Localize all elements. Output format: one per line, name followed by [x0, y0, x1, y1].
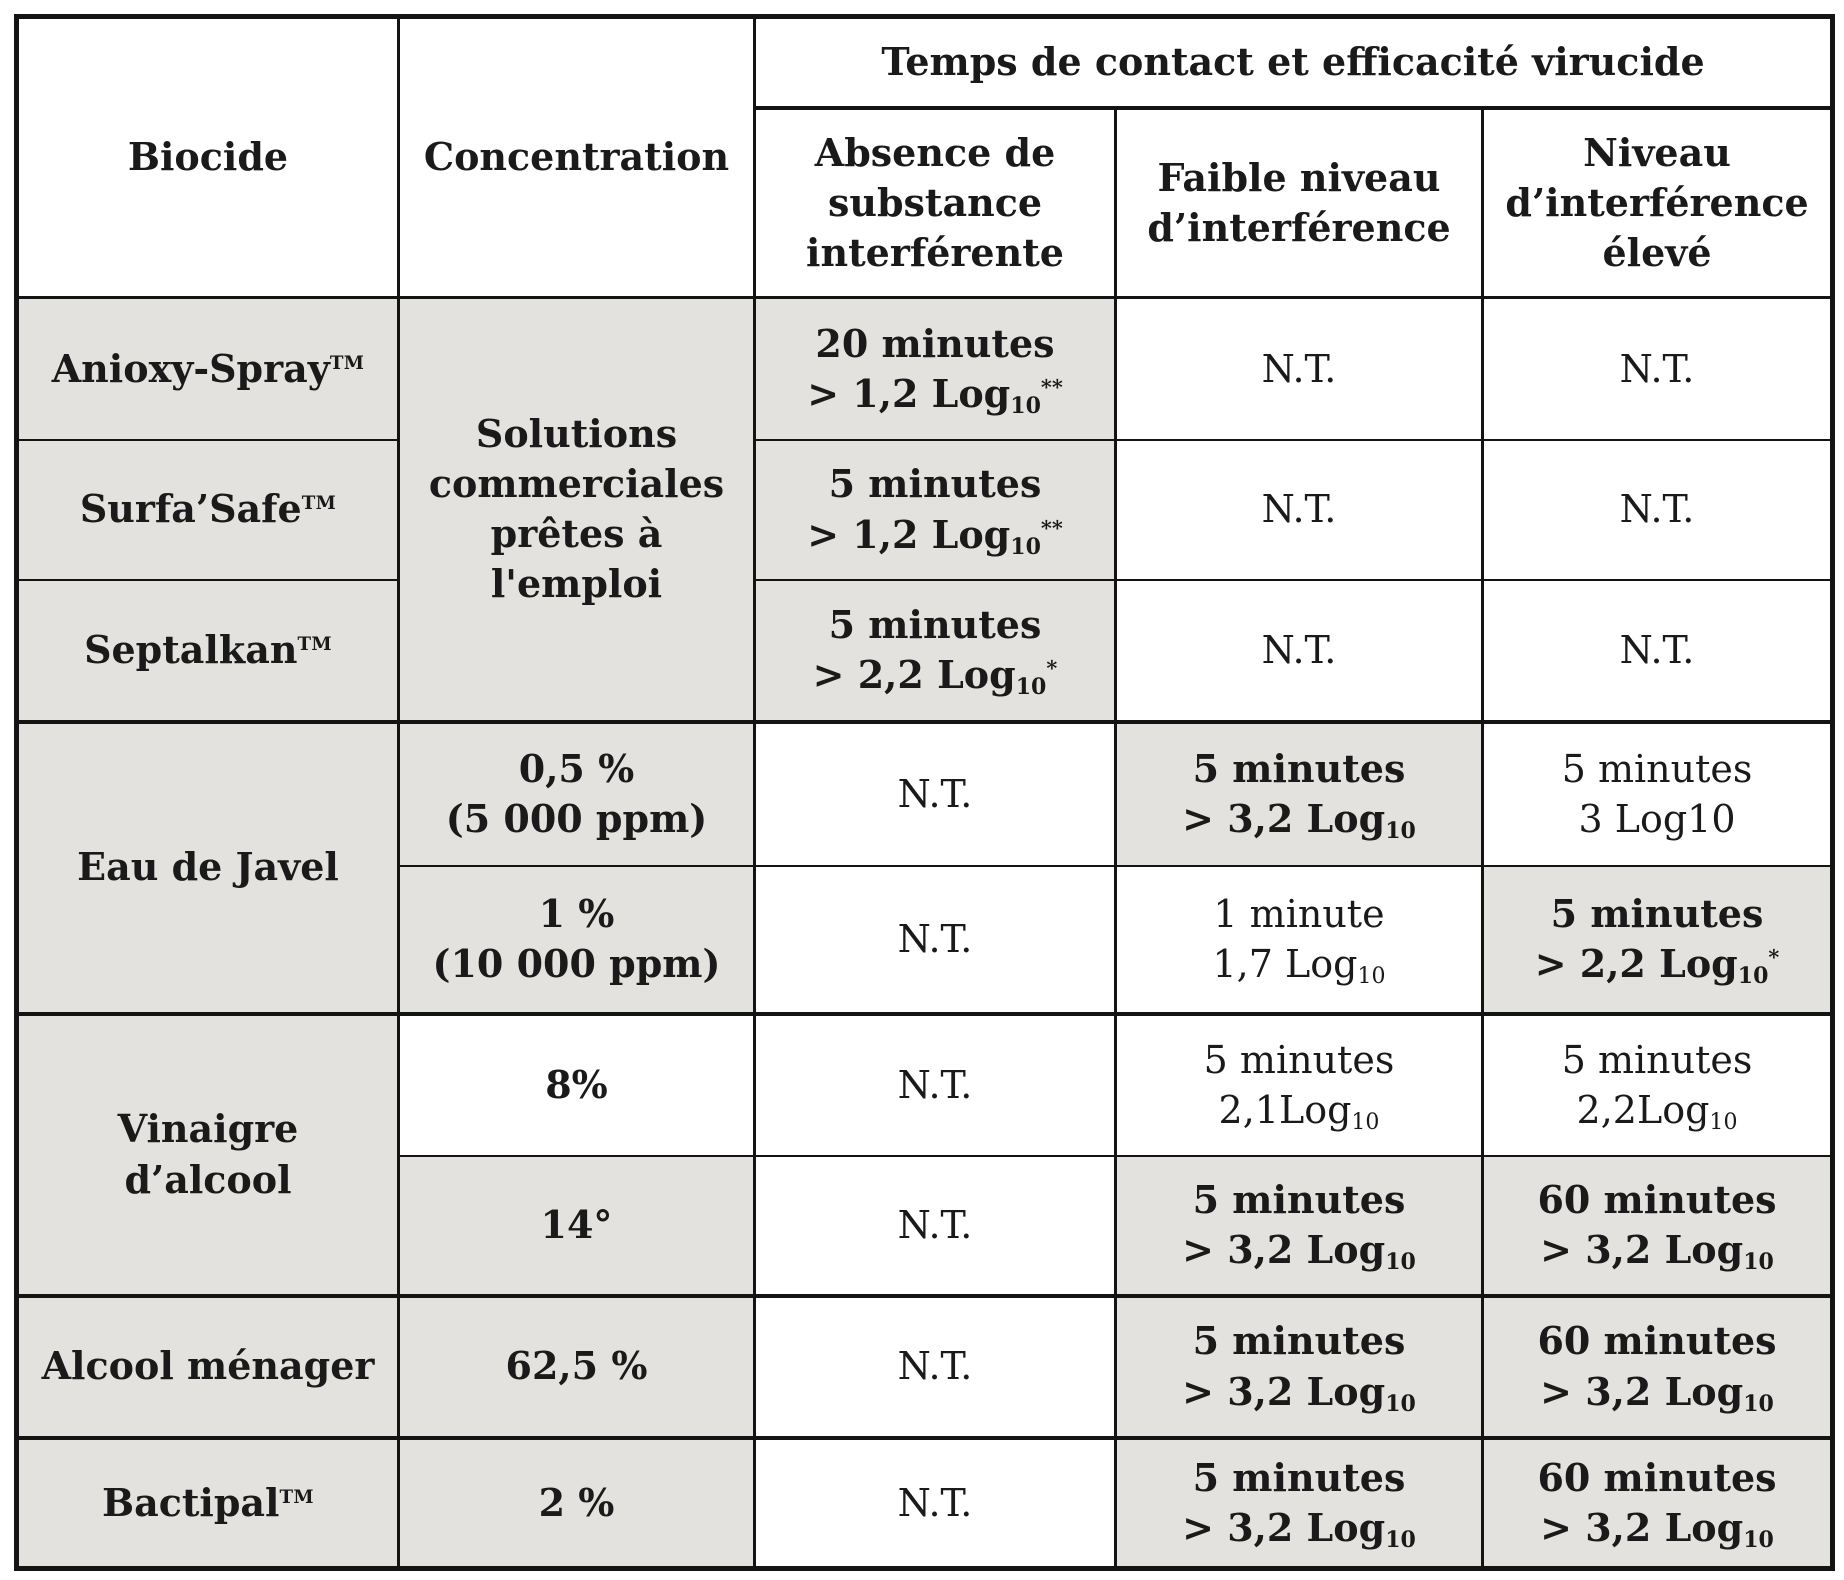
cell-alcool-concentration: 62,5 %: [399, 1296, 755, 1438]
cell-alcool-eleve: 60 minutes > 3,2 Log$_{10}$: [1483, 1296, 1833, 1438]
cell-biocide-javel: Eau de Javel: [17, 722, 399, 1014]
cell-vinaigre8-faible: 5 minutes 2,1Log$_{10}$: [1116, 1014, 1483, 1156]
cell-bactipal-absence: N.T.: [755, 1438, 1116, 1569]
cell-biocide-alcool: Alcool ménager: [17, 1296, 399, 1438]
header-group-title: Temps de contact et efficacité virucide: [755, 17, 1833, 108]
cell-javel1-concentration: 1 % (10 000 ppm): [399, 866, 755, 1014]
biocide-table: [14, 14, 1835, 1571]
cell-anioxy-absence: 20 minutes > 1,2 Log$_{10}$**: [755, 298, 1116, 440]
row-alcool-menager: [17, 1296, 1833, 1438]
cell-vinaigre8-absence: N.T.: [755, 1014, 1116, 1156]
cell-vinaigre14-faible: 5 minutes > 3,2 Log$_{10}$: [1116, 1156, 1483, 1296]
cell-biocide-anioxy: Anioxy-Spray™: [17, 298, 399, 440]
cell-biocide-septalkan: Septalkan™: [17, 580, 399, 722]
cell-javel05-eleve: 5 minutes 3 Log10: [1483, 722, 1833, 866]
header-faible: Faible niveau d’interférence: [1116, 108, 1483, 298]
cell-vinaigre14-absence: N.T.: [755, 1156, 1116, 1296]
cell-surfasafe-faible: N.T.: [1116, 440, 1483, 580]
cell-anioxy-faible: N.T.: [1116, 298, 1483, 440]
cell-septalkan-eleve: N.T.: [1483, 580, 1833, 722]
header-absence: Absence de substance interférente: [755, 108, 1116, 298]
cell-biocide-bactipal: Bactipal™: [17, 1438, 399, 1569]
cell-javel05-concentration: 0,5 % (5 000 ppm): [399, 722, 755, 866]
cell-biocide-vinaigre: Vinaigre d’alcool: [17, 1014, 399, 1296]
row-surfa-safe: [17, 440, 1833, 580]
cell-concentration-shared: Solutions commerciales prêtes à l'emploi: [399, 298, 755, 722]
row-septalkan: [17, 580, 1833, 722]
cell-surfasafe-absence: 5 minutes > 1,2 Log$_{10}$**: [755, 440, 1116, 580]
row-vinaigre-8: [17, 1014, 1833, 1156]
cell-surfasafe-eleve: N.T.: [1483, 440, 1833, 580]
header-biocide: Biocide: [17, 17, 399, 298]
header-concentration: Concentration: [399, 17, 755, 298]
cell-septalkan-faible: N.T.: [1116, 580, 1483, 722]
cell-javel05-faible: 5 minutes > 3,2 Log$_{10}$: [1116, 722, 1483, 866]
cell-vinaigre14-concentration: 14°: [399, 1156, 755, 1296]
cell-javel1-absence: N.T.: [755, 866, 1116, 1014]
cell-bactipal-eleve: 60 minutes > 3,2 Log$_{10}$: [1483, 1438, 1833, 1569]
header-eleve: Niveau d’interférence élevé: [1483, 108, 1833, 298]
cell-javel1-faible: 1 minute 1,7 Log$_{10}$: [1116, 866, 1483, 1014]
cell-bactipal-faible: 5 minutes > 3,2 Log$_{10}$: [1116, 1438, 1483, 1569]
row-anioxy-spray: [17, 298, 1833, 440]
header-row-group: [17, 17, 1833, 108]
cell-vinaigre8-eleve: 5 minutes 2,2Log$_{10}$: [1483, 1014, 1833, 1156]
cell-septalkan-absence: 5 minutes > 2,2 Log$_{10}$*: [755, 580, 1116, 722]
cell-javel1-eleve: 5 minutes > 2,2 Log$_{10}$*: [1483, 866, 1833, 1014]
cell-anioxy-eleve: N.T.: [1483, 298, 1833, 440]
cell-javel05-absence: N.T.: [755, 722, 1116, 866]
cell-biocide-surfasafe: Surfa’Safe™: [17, 440, 399, 580]
cell-bactipal-concentration: 2 %: [399, 1438, 755, 1569]
cell-alcool-absence: N.T.: [755, 1296, 1116, 1438]
cell-vinaigre14-eleve: 60 minutes > 3,2 Log$_{10}$: [1483, 1156, 1833, 1296]
row-javel-05: [17, 722, 1833, 866]
cell-vinaigre8-concentration: 8%: [399, 1014, 755, 1156]
row-bactipal: [17, 1438, 1833, 1569]
cell-alcool-faible: 5 minutes > 3,2 Log$_{10}$: [1116, 1296, 1483, 1438]
